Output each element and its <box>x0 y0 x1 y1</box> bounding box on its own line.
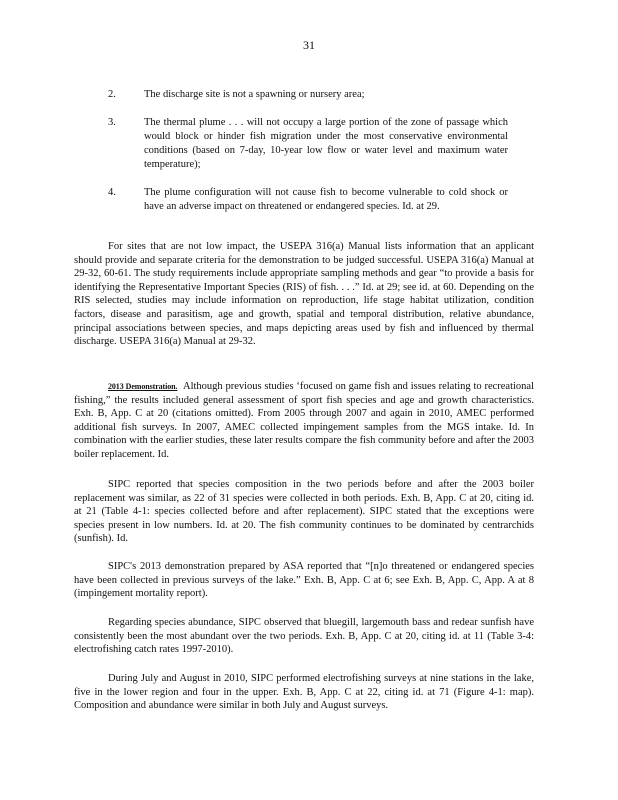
paragraph <box>74 672 534 713</box>
paragraph-text: SIPC reported that species composition in the two periods before and after the 2003 boiler replacement was similar, as 22 of 31 species were collected in both periods. Exh. B, App. C at 20, citing id. at 21 (Table 4-1: species collected before and after replacement). SIPC stated that the exceptions were species present in low numbers. Id. at 20. The fish community continues to be dominated by centrarchids (sunfish). Id. <box>74 479 534 545</box>
list-number: 2. <box>108 89 116 100</box>
list-text: The discharge site is not a spawning or nursery area; <box>144 89 365 100</box>
list-item <box>108 88 508 102</box>
paragraph-text: During July and August in 2010, SIPC performed electrofishing surveys at nine stations in the lake, five in the lower region and four in the upper. Exh. B, App. C at 22, citing id. at 71 (Figure 4-1: map). Composition and abundance were similar in both July and August surveys. <box>74 673 534 712</box>
paragraph-text: For sites that are not low impact, the USEPA 316(a) Manual lists information that an applicant should provide and separate criteria for the demonstration to be judged successful. USEPA 316(a) Manual at 29-32, 60-61. The study requirements include appropriate sampling methods and gear “to provide a basis for identifying the Representative Important Species (RIS) of fish. . . .” Id. at 29; see id. at 60. Depending on the RIS selected, studies may include information on reproduction, life stage habitat utilization, condition factors, disease and parasitism, age and growth, spatial and temporal distribution, relative abundance, principal associations between species, and maps depicting areas used by fish and influenced by thermal discharge. USEPA 316(a) Manual at 29-32. <box>74 241 534 348</box>
paragraph-text <box>74 380 534 462</box>
paragraph-text: Regarding species abundance, SIPC observed that bluegill, largemouth bass and redear sunfish have consistently been the most abundant over the two periods. Exh. B, App. C at 20, citing id. at 11 (Table 3-4: electrofishing catch rates 1997-2010). <box>74 617 534 656</box>
list-text: The thermal plume . . . will not occupy a large portion of the zone of passage which would block or hinder fish migration under the most conservative environmental conditions (based on 7-day, 10-year low flow or water level and maximum water temperature); <box>144 117 508 170</box>
paragraph <box>74 616 534 657</box>
paragraph-body: Although previous studies ‘focused on game fish and issues relating to recreational fishing,” the results included general assessment of sport fish species and age and growth characteristics. Exh. B, App. C at 20 (citations omitted). From 2005 through 2007 and again in 2010, AMEC performed additional fish surveys. In 2007, AMEC collected impingement samples from the MGS intake. Id. In combination with the earlier studies, these later results compare the fish community before and after the 2003 boiler replacement. Id. <box>74 381 534 460</box>
page-number: 31 <box>303 38 315 52</box>
list-item <box>108 116 508 172</box>
list-item <box>108 186 508 214</box>
paragraph <box>74 240 534 349</box>
criteria-list <box>108 88 508 228</box>
paragraph-text: SIPC's 2013 demonstration prepared by ASA reported that “[n]o threatened or endangered species have been collected in previous surveys of the lake.” Exh. B, App. C at 6; see Exh. B, App. C, App. A at 8 (impingement mortality report). <box>74 561 534 600</box>
list-number: 4. <box>108 187 116 198</box>
paragraph <box>74 478 534 546</box>
list-number: 3. <box>108 117 116 128</box>
list-text: The plume configuration will not cause fish to become vulnerable to cold shock or have an adverse impact on threatened or endangered species. Id. at 29. <box>144 187 508 212</box>
section-heading: 2013 Demonstration. <box>108 382 178 391</box>
paragraph <box>74 380 534 462</box>
paragraph <box>74 560 534 601</box>
